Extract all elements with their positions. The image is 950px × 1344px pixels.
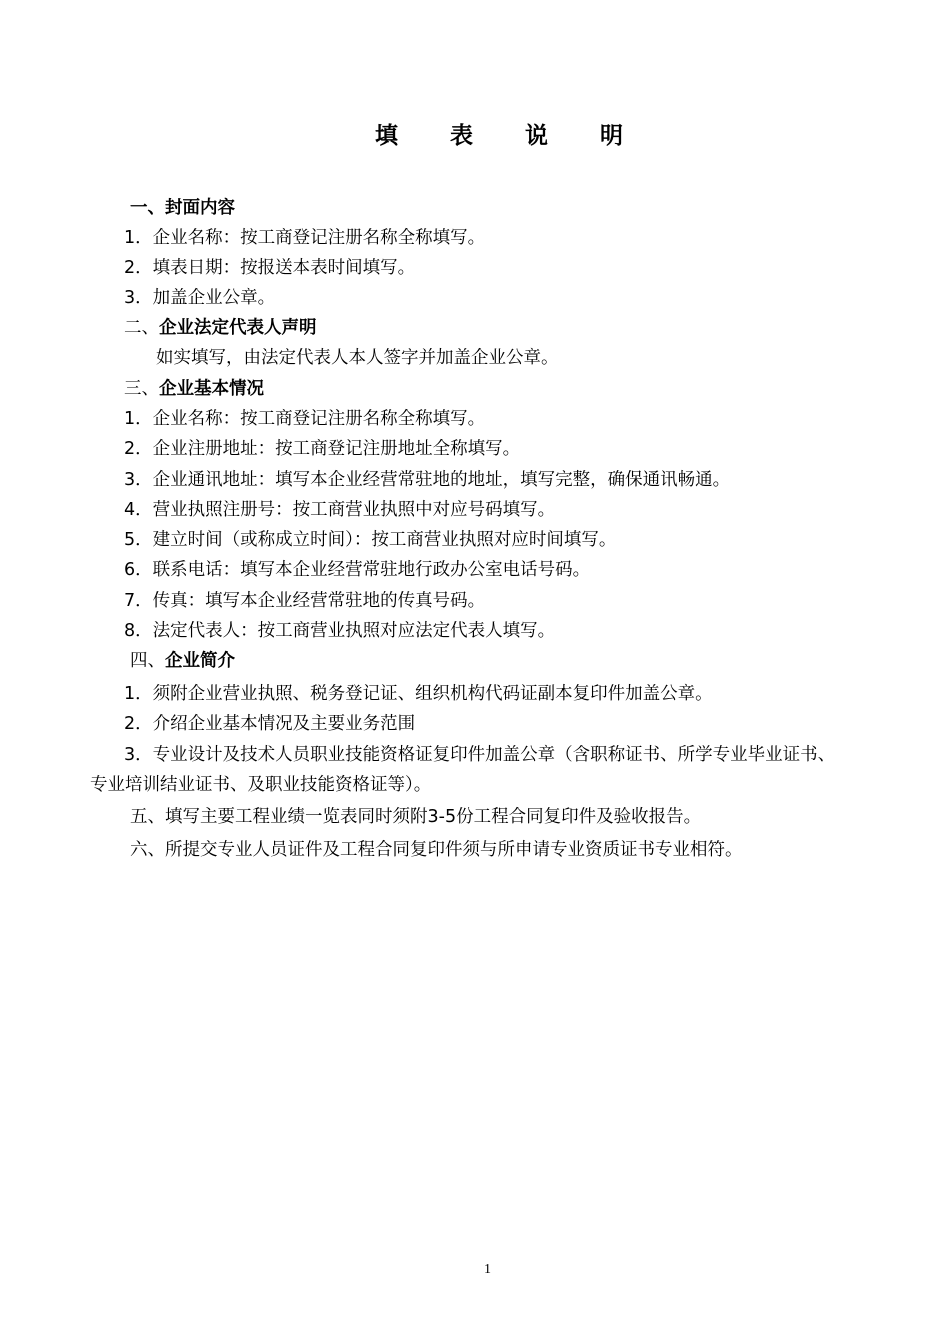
list-item: 2．填表日期：按报送本表时间填写。: [124, 258, 416, 278]
paragraph-section-5: 五、填写主要工程业绩一览表同时须附3-5份工程合同复印件及验收报告。: [130, 807, 702, 827]
section-heading-legal-rep: 二、企业法定代表人声明: [124, 318, 317, 338]
list-item: 7．传真：填写本企业经营常驻地的传真号码。: [124, 591, 486, 611]
page-number: 1: [484, 1262, 491, 1277]
page-title: 填 表 说 明: [374, 123, 646, 149]
section-heading-basic-info: 三、企业基本情况: [124, 379, 264, 399]
list-item: 8．法定代表人：按工商营业执照对应法定代表人填写。: [124, 621, 556, 641]
list-item: 3．加盖企业公章。: [124, 288, 276, 308]
list-item: 1．企业名称：按工商登记注册名称全称填写。: [124, 228, 486, 248]
section-heading-cover: 一、封面内容: [130, 198, 235, 218]
list-item: 4．营业执照注册号：按工商营业执照中对应号码填写。: [124, 500, 556, 520]
list-item: 2．介绍企业基本情况及主要业务范围: [124, 714, 416, 734]
list-item: 1．须附企业营业执照、税务登记证、组织机构代码证副本复印件加盖公章。: [124, 684, 713, 704]
list-item: 1．企业名称：按工商登记注册名称全称填写。: [124, 409, 486, 429]
section-heading-profile: 四、企业简介: [130, 651, 235, 671]
list-item: 3．专业设计及技术人员职业技能资格证复印件加盖公章（含职称证书、所学专业毕业证书、: [124, 745, 836, 765]
list-item-continuation: 专业培训结业证书、及职业技能资格证等）。: [90, 775, 432, 795]
paragraph-section-6: 六、所提交专业人员证件及工程合同复印件须与所申请专业资质证书专业相符。: [130, 840, 743, 860]
list-item: 2．企业注册地址：按工商登记注册地址全称填写。: [124, 439, 521, 459]
list-item: 3．企业通讯地址：填写本企业经营常驻地的地址，填写完整，确保通讯畅通。: [124, 470, 731, 490]
paragraph: 如实填写，由法定代表人本人签字并加盖企业公章。: [156, 348, 559, 368]
list-item: 6．联系电话：填写本企业经营常驻地行政办公室电话号码。: [124, 560, 591, 580]
list-item: 5．建立时间（或称成立时间）：按工商营业执照对应时间填写。: [124, 530, 617, 550]
